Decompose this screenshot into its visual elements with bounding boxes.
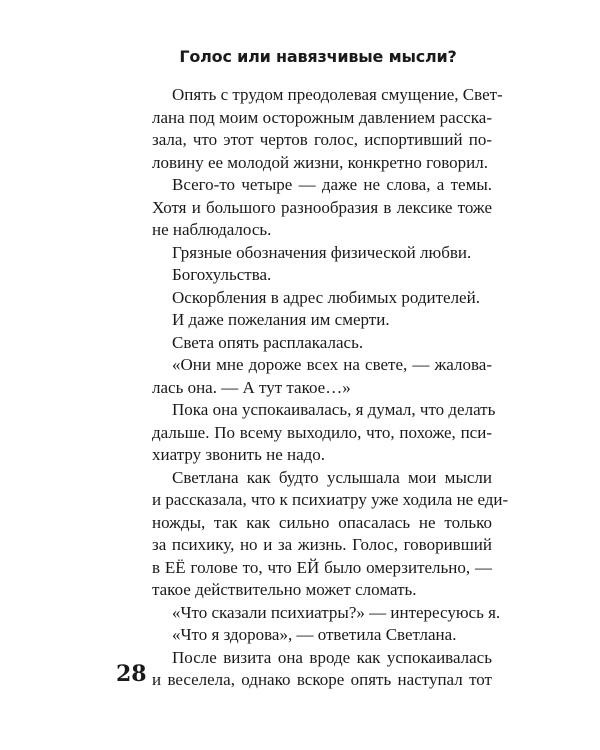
text-line: «Что сказали психиатры?» — интересуюсь я. [172, 602, 501, 622]
text-line: и рассказала, что к психиатру уже ходила не еди- [152, 490, 509, 509]
body-text [152, 84, 509, 692]
text-line: «Они мне дороже всех на свете, — жалова- [172, 355, 492, 374]
text-line: хиатру звонить не надо. [152, 445, 326, 464]
text-line: Богохульства. [172, 265, 272, 284]
text-line: ловину ее молодой жизни, конкретно говорил. [152, 152, 488, 172]
text-line: Хотя и большого разнообразия в лексике тоже [152, 197, 492, 217]
text-line: «Что я здорова», — ответила Светлана. [172, 625, 457, 644]
text-line: Опять с трудом преодолевая смущение, Свет- [172, 85, 503, 104]
text-line: Всего-то четыре — даже не слова, а темы. [172, 175, 492, 194]
text-line: за психику, но и за жизнь. Голос, говоривший [152, 535, 492, 554]
text-line: Пока она успокаивалась, я думал, что делать [172, 400, 496, 419]
text-line: Светлана как будто услышала мои мысли [172, 467, 492, 487]
text-line: Оскорбления в адрес любимых родителей. [172, 287, 480, 307]
text-line: После визита она вроде как успокаивалась [172, 647, 492, 667]
text-line: лась она. — А тут такое…» [152, 377, 351, 397]
text-line: и веселела, однако вскоре опять наступал тот [152, 670, 492, 689]
section-heading: Голос или навязчивые мысли? [179, 47, 457, 66]
text-line: не наблюдалось. [152, 220, 272, 239]
text-line: такое действительно может сломать. [152, 580, 417, 599]
text-line: И даже пожелания им смерти. [172, 310, 390, 329]
text-line: ножды, так как сильно опасалась не только [152, 512, 492, 532]
text-line: Грязные обозначения физической любви. [172, 242, 472, 262]
text-line: в ЕЁ голове то, что ЕЙ было омерзительно, — [152, 557, 492, 577]
page-number: 28 [116, 661, 147, 687]
text-line: Света опять расплакалась. [172, 332, 364, 352]
text-line: лана под моим осторожным давлением расска- [152, 107, 492, 127]
text-line: дальше. По всему выходило, что, похоже, пси- [152, 422, 492, 442]
text-line: зала, что этот чертов голос, испортивший по- [152, 130, 492, 149]
